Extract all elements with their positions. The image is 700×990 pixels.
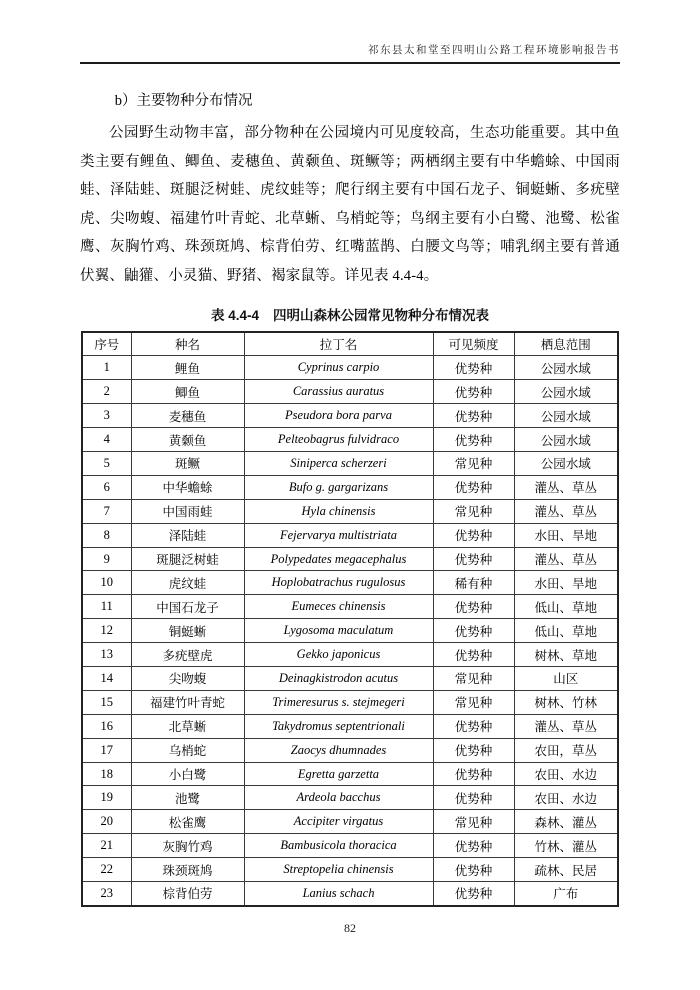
cell-habitat: 公园水域 [514,404,618,428]
cell-habitat: 低山、草地 [514,595,618,619]
cell-latin-name: Gekko japonicus [244,643,433,667]
table-row [82,571,618,595]
header-rule [80,62,620,64]
cell-frequency: 优势种 [433,475,514,499]
cell-index: 2 [82,380,131,404]
cell-frequency: 优势种 [433,762,514,786]
cell-latin-name: Streptopelia chinensis [244,858,433,882]
cell-species-name: 棕背伯劳 [131,882,244,906]
table-row [82,428,618,452]
cell-habitat: 广布 [514,882,618,906]
cell-habitat: 公园水域 [514,452,618,476]
cell-index: 22 [82,858,131,882]
cell-index: 10 [82,571,131,595]
cell-frequency: 优势种 [433,834,514,858]
cell-habitat: 灌丛、草丛 [514,547,618,571]
page-number: 82 [344,921,356,935]
cell-latin-name: Cyprinus carpio [244,356,433,380]
cell-frequency: 常见种 [433,452,514,476]
cell-species-name: 尖吻蝮 [131,667,244,691]
cell-habitat: 灌丛、草丛 [514,475,618,499]
species-table-body [82,356,618,906]
cell-index: 7 [82,499,131,523]
table-caption-title: 四明山森林公园常见物种分布情况表 [273,307,490,323]
cell-index: 15 [82,690,131,714]
col-header-species: 种名 [131,332,244,356]
col-header-frequency: 可见频度 [433,332,514,356]
document-body [80,90,620,907]
table-row [82,547,618,571]
cell-frequency: 优势种 [433,882,514,906]
cell-latin-name: Lanius schach [244,882,433,906]
cell-latin-name: Hoplobatrachus rugulosus [244,571,433,595]
table-row [82,595,618,619]
table-row [82,452,618,476]
col-header-habitat: 栖息范围 [514,332,618,356]
cell-latin-name: Zaocys dhumnades [244,738,433,762]
table-row [82,523,618,547]
cell-frequency: 优势种 [433,380,514,404]
cell-frequency: 优势种 [433,356,514,380]
table-row [82,762,618,786]
col-header-index: 序号 [82,332,131,356]
cell-habitat: 公园水域 [514,356,618,380]
cell-species-name: 多疣壁虎 [131,643,244,667]
cell-index: 9 [82,547,131,571]
cell-frequency: 优势种 [433,523,514,547]
cell-frequency: 优势种 [433,858,514,882]
cell-frequency: 常见种 [433,690,514,714]
cell-habitat: 灌丛、草丛 [514,714,618,738]
cell-index: 19 [82,786,131,810]
table-row [82,356,618,380]
cell-index: 23 [82,882,131,906]
cell-species-name: 斑鳜 [131,452,244,476]
cell-index: 12 [82,619,131,643]
cell-latin-name: Accipiter virgatus [244,810,433,834]
cell-frequency: 优势种 [433,404,514,428]
table-row [82,643,618,667]
cell-latin-name: Siniperca scherzeri [244,452,433,476]
cell-species-name: 斑腿泛树蛙 [131,547,244,571]
cell-habitat: 树林、草地 [514,643,618,667]
cell-frequency: 优势种 [433,595,514,619]
cell-latin-name: Pelteobagrus fulvidraco [244,428,433,452]
table-row [82,786,618,810]
cell-habitat: 森林、灌丛 [514,810,618,834]
table-row [82,404,618,428]
table-row [82,882,618,906]
document-header [80,42,620,64]
cell-index: 16 [82,714,131,738]
cell-latin-name: Pseudora bora parva [244,404,433,428]
cell-habitat: 农田、水边 [514,786,618,810]
cell-frequency: 常见种 [433,667,514,691]
table-row [82,810,618,834]
cell-species-name: 中国石龙子 [131,595,244,619]
cell-frequency: 优势种 [433,428,514,452]
cell-species-name: 松雀鹰 [131,810,244,834]
cell-species-name: 虎纹蛙 [131,571,244,595]
table-row [82,714,618,738]
cell-habitat: 农田，草丛 [514,738,618,762]
cell-frequency: 常见种 [433,810,514,834]
cell-habitat: 水田、旱地 [514,523,618,547]
cell-species-name: 乌梢蛇 [131,738,244,762]
cell-index: 11 [82,595,131,619]
cell-index: 6 [82,475,131,499]
cell-latin-name: Polypedates megacephalus [244,547,433,571]
cell-habitat: 低山、草地 [514,619,618,643]
body-paragraph: 公园野生动物丰富，部分物种在公园境内可见度较高，生态功能重要。其中鱼类主要有鲤鱼、鲫鱼、麦穗鱼、黄颡鱼、斑鳜等；两栖纲主要有中华蟾蜍、中国雨蛙、泽陆蛙、斑腿泛树蛙、虎纹蛙等；爬行纲主要有中国石龙子、铜蜓蜥、多疣壁虎、尖吻蝮、福建竹叶青蛇、北草蜥、乌梢蛇等；鸟纲主要有小白鹭、池鹭、松雀鹰、灰胸竹鸡、珠颈斑鸠、棕背伯劳、红嘴蓝鹊、白腰文鸟等；哺乳纲主要有普通伏翼、鼬獾、小灵猫、野猪、褐家鼠等。详见表 4.4-4。 [80,125,620,284]
table-header-row [82,332,618,356]
cell-latin-name: Deinagkistrodon acutus [244,667,433,691]
cell-species-name: 福建竹叶青蛇 [131,690,244,714]
cell-index: 8 [82,523,131,547]
table-row [82,858,618,882]
cell-frequency: 优势种 [433,714,514,738]
cell-frequency: 优势种 [433,786,514,810]
cell-frequency: 稀有种 [433,571,514,595]
cell-species-name: 麦穗鱼 [131,404,244,428]
cell-frequency: 优势种 [433,738,514,762]
table-caption-label: 表 4.4-4 [210,307,260,323]
cell-habitat: 竹林、灌丛 [514,834,618,858]
cell-index: 20 [82,810,131,834]
cell-habitat: 疏林、民居 [514,858,618,882]
cell-habitat: 公园水域 [514,380,618,404]
cell-index: 1 [82,356,131,380]
cell-frequency: 优势种 [433,619,514,643]
cell-species-name: 小白鹭 [131,762,244,786]
cell-frequency: 优势种 [433,643,514,667]
table-row [82,380,618,404]
species-table [81,331,619,907]
cell-index: 5 [82,452,131,476]
cell-species-name: 北草蜥 [131,714,244,738]
table-row [82,499,618,523]
table-row [82,690,618,714]
cell-index: 18 [82,762,131,786]
cell-species-name: 黄颡鱼 [131,428,244,452]
cell-latin-name: Takydromus septentrionali [244,714,433,738]
table-caption [80,304,620,324]
cell-latin-name: Bambusicola thoracica [244,834,433,858]
cell-habitat: 山区 [514,667,618,691]
col-header-latin: 拉丁名 [244,332,433,356]
cell-species-name: 中国雨蛙 [131,499,244,523]
table-row [82,619,618,643]
cell-index: 13 [82,643,131,667]
cell-index: 21 [82,834,131,858]
cell-species-name: 鲫鱼 [131,380,244,404]
table-row [82,667,618,691]
cell-latin-name: Carassius auratus [244,380,433,404]
cell-habitat: 水田、旱地 [514,571,618,595]
cell-habitat: 公园水域 [514,428,618,452]
section-heading: b）主要物种分布情况 [114,93,253,109]
cell-species-name: 泽陆蛙 [131,523,244,547]
table-row [82,834,618,858]
cell-species-name: 中华蟾蜍 [131,475,244,499]
cell-species-name: 珠颈斑鸠 [131,858,244,882]
cell-latin-name: Ardeola bacchus [244,786,433,810]
cell-latin-name: Hyla chinensis [244,499,433,523]
cell-frequency: 常见种 [433,499,514,523]
document-header-title: 祁东县太和堂至四明山公路工程环境影响报告书 [368,45,620,56]
cell-species-name: 池鹭 [131,786,244,810]
cell-index: 3 [82,404,131,428]
cell-habitat: 农田、水边 [514,762,618,786]
cell-latin-name: Egretta garzetta [244,762,433,786]
cell-index: 14 [82,667,131,691]
cell-habitat: 灌丛、草丛 [514,499,618,523]
cell-latin-name: Bufo g. gargarizans [244,475,433,499]
cell-index: 17 [82,738,131,762]
cell-latin-name: Lygosoma maculatum [244,619,433,643]
table-row [82,738,618,762]
cell-latin-name: Trimeresurus s. stejmegeri [244,690,433,714]
cell-habitat: 树林、竹林 [514,690,618,714]
cell-frequency: 优势种 [433,547,514,571]
cell-species-name: 鲤鱼 [131,356,244,380]
cell-index: 4 [82,428,131,452]
cell-latin-name: Fejervarya multistriata [244,523,433,547]
cell-latin-name: Eumeces chinensis [244,595,433,619]
cell-species-name: 灰胸竹鸡 [131,834,244,858]
cell-species-name: 铜蜓蜥 [131,619,244,643]
table-row [82,475,618,499]
